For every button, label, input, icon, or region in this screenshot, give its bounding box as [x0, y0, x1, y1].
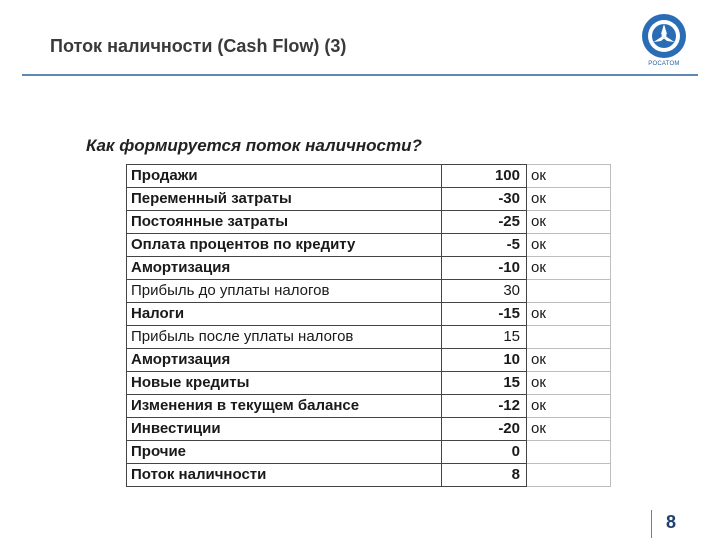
- rosatom-logo-icon: [637, 12, 691, 60]
- row-note: [527, 280, 611, 303]
- subtitle: Как формируется поток наличности?: [86, 136, 422, 155]
- row-value: -12: [442, 395, 527, 418]
- row-label: Прибыль до уплаты налогов: [127, 280, 442, 303]
- row-note: ок: [527, 418, 611, 441]
- title-rule: [22, 74, 698, 76]
- row-value: -30: [442, 188, 527, 211]
- table-row: [127, 211, 611, 234]
- table-row: [127, 326, 611, 349]
- table-row: [127, 441, 611, 464]
- row-value: -15: [442, 303, 527, 326]
- row-note: ок: [527, 395, 611, 418]
- page-number: 8: [666, 512, 677, 532]
- row-note: ок: [527, 372, 611, 395]
- row-value: 15: [442, 372, 527, 395]
- row-note: [527, 441, 611, 464]
- cash-flow-table: [126, 164, 611, 487]
- row-label: Постоянные затраты: [127, 211, 442, 234]
- row-value: 10: [442, 349, 527, 372]
- row-label: Изменения в текущем балансе: [127, 395, 442, 418]
- page-divider: [651, 510, 652, 538]
- row-value: -5: [442, 234, 527, 257]
- row-note: [527, 326, 611, 349]
- row-note: ок: [527, 211, 611, 234]
- row-note: ок: [527, 165, 611, 188]
- row-value: -20: [442, 418, 527, 441]
- row-label: Поток наличности: [127, 464, 442, 487]
- row-note: ок: [527, 188, 611, 211]
- row-value: 0: [442, 441, 527, 464]
- row-note: ок: [527, 257, 611, 280]
- row-label: Новые кредиты: [127, 372, 442, 395]
- row-label: Оплата процентов по кредиту: [127, 234, 442, 257]
- row-label: Переменный затраты: [127, 188, 442, 211]
- row-label: Продажи: [127, 165, 442, 188]
- table-row: [127, 280, 611, 303]
- row-note: ок: [527, 349, 611, 372]
- row-value: 30: [442, 280, 527, 303]
- table-row: [127, 303, 611, 326]
- table-row: [127, 234, 611, 257]
- table-row: [127, 349, 611, 372]
- table-row: [127, 395, 611, 418]
- logo-text: РОСАТОМ: [648, 61, 680, 67]
- row-value: -10: [442, 257, 527, 280]
- row-label: Амортизация: [127, 349, 442, 372]
- row-label: Прибыль после уплаты налогов: [127, 326, 442, 349]
- row-note: [527, 464, 611, 487]
- table-row: [127, 257, 611, 280]
- table-row: [127, 418, 611, 441]
- table-row: [127, 464, 611, 487]
- row-value: 100: [442, 165, 527, 188]
- row-value: -25: [442, 211, 527, 234]
- row-note: ок: [527, 303, 611, 326]
- row-label: Инвестиции: [127, 418, 442, 441]
- row-note: ок: [527, 234, 611, 257]
- row-label: Налоги: [127, 303, 442, 326]
- rosatom-logo: [637, 12, 691, 70]
- row-value: 15: [442, 326, 527, 349]
- row-label: Прочие: [127, 441, 442, 464]
- slide-title: Поток наличности (Cash Flow) (3): [50, 36, 347, 56]
- row-value: 8: [442, 464, 527, 487]
- row-label: Амортизация: [127, 257, 442, 280]
- table-row: [127, 372, 611, 395]
- table-row: [127, 165, 611, 188]
- table-row: [127, 188, 611, 211]
